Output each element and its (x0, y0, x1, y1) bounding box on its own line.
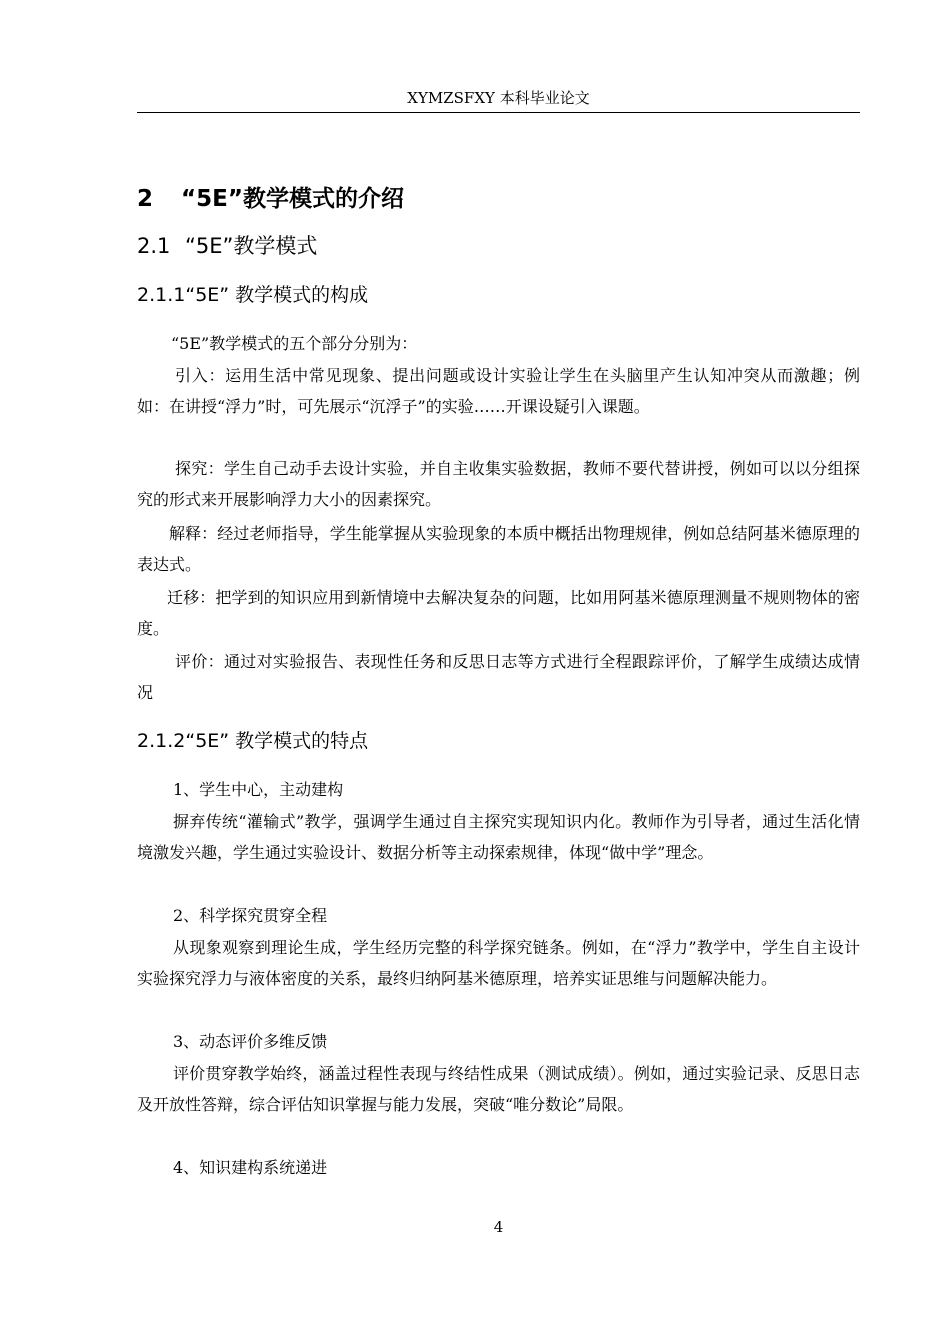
page-header: XYMZSFXY 本科毕业论文 (407, 89, 590, 107)
section-number: 2.1 (137, 234, 171, 258)
paragraph-engage: 引入：运用生活中常见现象、提出问题或设计实验让学生在头脑里产生认知冲突从而激趣；例如：在讲授“浮力”时，可先展示“沉浮子”的实验……开课设疑引入课题。 (137, 366, 860, 416)
chapter-heading (137, 184, 404, 214)
chapter-title: “5E”教学模式的介绍 (181, 186, 404, 212)
paragraph-intro: “5E”教学模式的五个部分分别为： (171, 334, 418, 353)
feature-1-body: 摒弃传统“灌输式”教学，强调学生通过自主探究实现知识内化。教师作为引导者，通过生活化情境激发兴趣，学生通过实验设计、数据分析等主动探索规律，体现“做中学”理念。 (137, 812, 860, 862)
chapter-number: 2 (137, 186, 154, 212)
paragraph-explain: 解释：经过老师指导，学生能掌握从实验现象的本质中概括出物理规律，例如总结阿基米德原理的表达式。 (137, 524, 860, 574)
feature-2-body: 从现象观察到理论生成，学生经历完整的科学探究链条。例如，在“浮力”教学中，学生自主设计实验探究浮力与液体密度的关系，最终归纳阿基米德原理，培养实证思维与问题解决能力。 (137, 938, 860, 988)
paragraph-evaluate: 评价：通过对实验报告、表现性任务和反思日志等方式进行全程跟踪评价，了解学生成绩达成情况 (137, 652, 860, 702)
feature-3-title: 3、动态评价多维反馈 (173, 1032, 328, 1051)
paragraph-explore: 探究：学生自己动手去设计实验，并自主收集实验数据，教师不要代替讲授，例如可以以分组探究的形式来开展影响浮力大小的因素探究。 (137, 459, 860, 509)
section-title: “5E”教学模式 (185, 234, 318, 258)
feature-4-title: 4、知识建构系统递进 (173, 1158, 328, 1177)
header-rule (137, 112, 860, 113)
section-heading (137, 232, 317, 260)
paragraph-elaborate: 迁移：把学到的知识应用到新情境中去解决复杂的问题，比如用阿基米德原理测量不规则物体的密度。 (137, 588, 860, 638)
page-number: 4 (493, 1218, 504, 1236)
feature-2-title: 2、科学探究贯穿全程 (173, 906, 328, 925)
subsection-heading-composition: 2.1.1“5E” 教学模式的构成 (137, 284, 369, 306)
feature-1-title: 1、学生中心，主动建构 (173, 780, 344, 799)
feature-3-body: 评价贯穿教学始终，涵盖过程性表现与终结性成果（测试成绩）。例如，通过实验记录、反思日志及开放性答辩，综合评估知识掌握与能力发展，突破“唯分数论”局限。 (137, 1064, 860, 1114)
subsection-heading-features: 2.1.2“5E” 教学模式的特点 (137, 730, 369, 752)
